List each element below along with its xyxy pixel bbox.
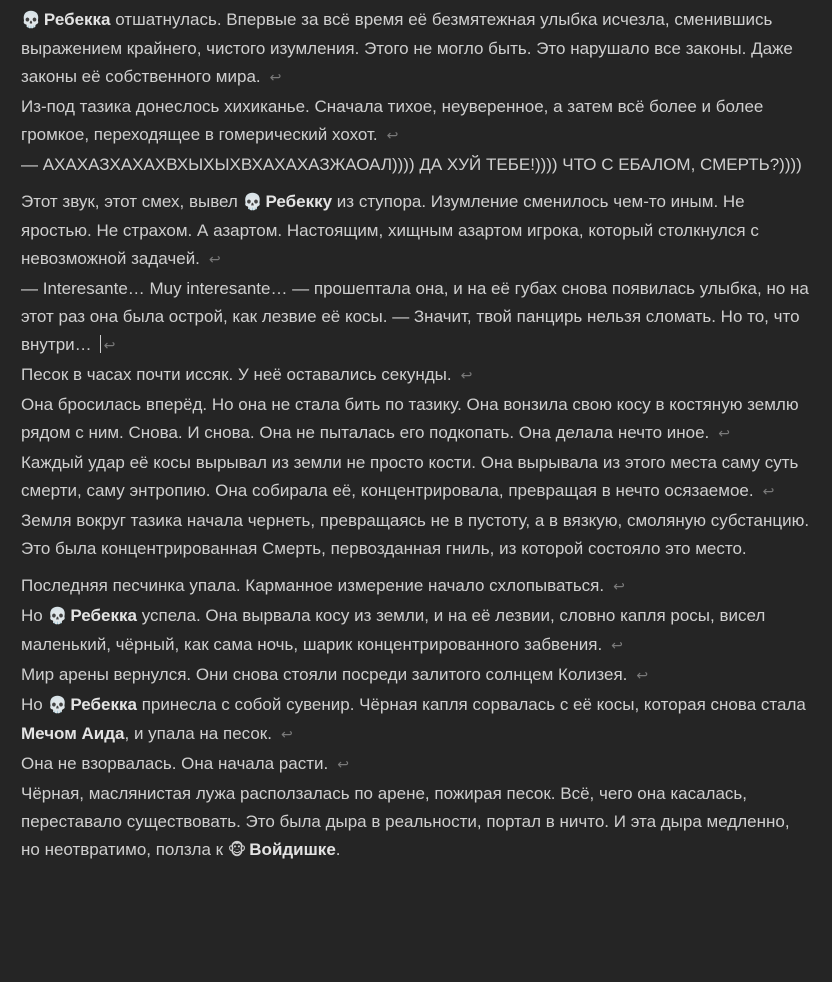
paragraph[interactable]	[21, 275, 811, 359]
paragraph[interactable]	[21, 661, 811, 689]
paragraph-text: Но	[21, 606, 48, 625]
paragraph[interactable]	[21, 750, 811, 778]
paragraph-text: Она не взорвалась. Она начала расти.	[21, 754, 329, 773]
paragraph[interactable]	[21, 602, 811, 659]
paragraph-text: , и упала на песок.	[124, 724, 272, 743]
paragraph[interactable]	[21, 691, 811, 748]
paragraph[interactable]	[21, 151, 811, 179]
paragraph[interactable]	[21, 780, 811, 865]
character-name-rebekka: Ребекка	[70, 606, 137, 625]
paragraph[interactable]	[21, 572, 811, 600]
paragraph-text: Мир арены вернулся. Они снова стояли посреди залитого солнцем Колизея.	[21, 665, 628, 684]
skull-icon: 💀	[47, 608, 68, 625]
paragraph-text: Чёрная, маслянистая лужа расползалась по арене, пожирая песок. Всё, чего она касалась, переставало существовать. Это была дыра в реальности, портал в ничто. И эта дыра медленно, но неотвратимо, ползла к	[21, 784, 790, 859]
text-cursor	[100, 335, 101, 353]
return-icon: ↩	[337, 756, 349, 772]
return-icon: ↩	[613, 578, 625, 594]
paragraph-text: — АХАХАЗХАХАХВХЫХЫХВХАХАХАЗЖАОАЛ)))) ДА ХУЙ ТЕБЕ!)))) ЧТО С ЕБАЛОМ, СМЕРТЬ?))))	[21, 155, 802, 174]
paragraph[interactable]	[21, 93, 811, 149]
return-icon: ↩	[208, 251, 221, 267]
paragraph-text: принесла с собой сувенир. Чёрная капля сорвалась с её косы, которая снова стала	[136, 695, 806, 714]
paragraph[interactable]	[21, 391, 811, 447]
paragraph-text: Этот звук, этот смех, вывел	[21, 192, 243, 211]
paragraph-text: — Interesante… Muy interesante… — прошептала она, и на её губах снова появилась улыбка, но на этот раз она была острой, как лезвие её косы. — Значит, твой панцирь нельзя сломать. Но то, что внутри…	[21, 279, 809, 354]
paragraph-text: из ступора. Изумление сменилось чем-то иным. Не яростью. Не страхом. А азартом. Настоящим, хищным азартом игрока, который столкнулся с невозможной задачей.	[21, 192, 759, 268]
weapon-name: Мечом Аида	[21, 724, 125, 743]
paragraph-text: Последняя песчинка упала. Карманное измерение начало схлопываться.	[21, 576, 605, 595]
paragraph-text: Из-под тазика донеслось хихиканье. Сначала тихое, неуверенное, а затем всё более и более громкое, переходящее в гомерический хохот.	[21, 97, 764, 144]
monkey-icon: 🐵	[227, 842, 247, 859]
paragraph[interactable]	[21, 188, 811, 273]
return-icon: ↩	[611, 637, 623, 653]
return-icon: ↩	[718, 425, 731, 441]
character-name-rebekka: Ребекка	[70, 695, 137, 714]
paragraph-text: Она бросилась вперёд. Но она не стала бить по тазику. Она вонзила свою косу в костяную землю рядом с ним. Снова. И снова. Она не пыталась его подкопать. Она делала нечто иное.	[21, 395, 799, 442]
paragraph-text: Земля вокруг тазика начала чернеть, превращаясь не в пустоту, а в вязкую, смоляную субстанцию. Это была концентрированная Смерть, первозданная гниль, из которой состояло это место.	[21, 511, 810, 558]
skull-icon: 💀	[21, 12, 41, 29]
skull-icon: 💀	[242, 194, 263, 211]
return-icon: ↩	[103, 337, 116, 353]
return-icon: ↩	[636, 667, 649, 683]
character-name-voidishka: Войдишке	[249, 840, 336, 859]
paragraph-text: Каждый удар её косы вырывал из земли не просто кости. Она вырывала из этого места саму суть смерти, саму энтропию. Она собирала её, концентрировала, превращая в нечто осязаемое.	[21, 453, 799, 500]
paragraph[interactable]	[21, 449, 811, 505]
return-icon: ↩	[269, 69, 282, 85]
return-icon: ↩	[460, 367, 473, 383]
character-name-rebekka: Ребекка	[43, 10, 111, 29]
paragraph-text: отшатнулась. Впервые за всё время её безмятежная улыбка исчезла, сменившись выражением крайнего, чистого изумления. Этого не могло быть. Это нарушало все законы. Даже законы её собственного мира.	[21, 10, 793, 86]
paragraph-text: .	[335, 840, 341, 859]
paragraph-text: успела. Она вырвала косу из земли, и на её лезвии, словно капля росы, висел маленький, чёрный, как сама ночь, шарик концентрированного забвения.	[21, 606, 766, 654]
paragraph[interactable]	[21, 507, 811, 563]
return-icon: ↩	[762, 483, 775, 499]
paragraph-text: Песок в часах почти иссяк. У неё оставались секунды.	[21, 365, 452, 384]
return-icon: ↩	[280, 726, 293, 742]
skull-icon: 💀	[47, 697, 68, 714]
return-icon: ↩	[386, 127, 399, 143]
character-name-rebekku: Ребекку	[265, 192, 333, 211]
paragraph[interactable]	[21, 6, 811, 91]
paragraph[interactable]	[21, 361, 811, 389]
paragraph-text: Но	[21, 695, 48, 714]
